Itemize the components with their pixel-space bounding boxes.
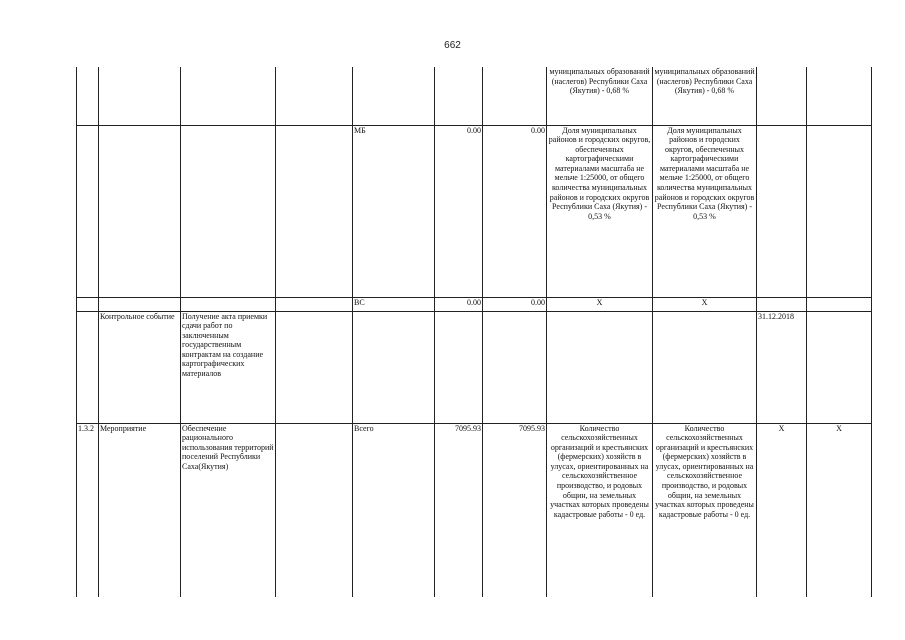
cell-num	[77, 297, 99, 311]
cell-value-1: 0.00	[435, 297, 483, 311]
cell-executor	[276, 297, 353, 311]
cell-date: Х	[757, 423, 807, 597]
cell-target-b: Количество сельскохозяйственных организаций и крестьянских (фермерских) хозяйств в улусах, ориентированных на сельскохозяйственное производство, и родовых общин, на земельных участках которых проведены кадастровые работы - 0 ед.	[653, 423, 757, 597]
cell-num	[77, 311, 99, 423]
cell-target-a	[547, 311, 653, 423]
program-table	[76, 67, 872, 597]
cell-last	[807, 297, 872, 311]
cell-type	[99, 67, 181, 125]
cell-type	[99, 297, 181, 311]
cell-target-b: муниципальных образований (наслегов) Республики Саха (Якутия) - 0,68 %	[653, 67, 757, 125]
table-row	[77, 423, 872, 597]
cell-value-1: 0.00	[435, 125, 483, 297]
cell-target-a: Х	[547, 297, 653, 311]
cell-value-1	[435, 311, 483, 423]
cell-value-2: 7095.93	[483, 423, 547, 597]
cell-value-1: 7095.93	[435, 423, 483, 597]
cell-source: ВС	[353, 297, 435, 311]
page-number: 662	[444, 40, 461, 51]
cell-last: Х	[807, 423, 872, 597]
table-row	[77, 125, 872, 297]
cell-target-b: Х	[653, 297, 757, 311]
cell-value-2: 0.00	[483, 297, 547, 311]
cell-executor	[276, 67, 353, 125]
cell-name	[181, 125, 276, 297]
cell-target-b	[653, 311, 757, 423]
cell-source	[353, 67, 435, 125]
cell-source: МБ	[353, 125, 435, 297]
cell-name: Получение акта приемки сдачи работ по заключенным государственным контрактам на создание картографических материалов	[181, 311, 276, 423]
cell-date: 31.12.2018	[757, 311, 807, 423]
cell-num	[77, 67, 99, 125]
cell-type: Контрольное событие	[99, 311, 181, 423]
cell-date	[757, 125, 807, 297]
cell-name	[181, 297, 276, 311]
table-row	[77, 67, 872, 125]
table-row	[77, 311, 872, 423]
cell-last	[807, 311, 872, 423]
cell-value-2: 0.00	[483, 125, 547, 297]
table-row	[77, 297, 872, 311]
cell-target-a: муниципальных образований (наслегов) Республики Саха (Якутия) - 0,68 %	[547, 67, 653, 125]
cell-executor	[276, 125, 353, 297]
cell-executor	[276, 423, 353, 597]
cell-date	[757, 67, 807, 125]
cell-num: 1.3.2	[77, 423, 99, 597]
cell-value-1	[435, 67, 483, 125]
cell-value-2	[483, 311, 547, 423]
cell-type: Мероприятие	[99, 423, 181, 597]
cell-num	[77, 125, 99, 297]
cell-target-b: Доля муниципальных районов и городских округов, обеспеченных картографическими материалами масштаба не мельче 1:25000, от общего количества муниципальных районов и городских округов Республики Саха (Якутия) - 0,53 %	[653, 125, 757, 297]
cell-last	[807, 125, 872, 297]
cell-date	[757, 297, 807, 311]
cell-name	[181, 67, 276, 125]
cell-name: Обеспечение рационального использования территорий поселений Республики Саха(Якутия)	[181, 423, 276, 597]
cell-target-a: Доля муниципальных районов и городских округов, обеспеченных картографическими материалами масштаба не мельче 1:25000, от общего количества муниципальных районов и городских округов Республики Саха (Якутия) - 0,53 %	[547, 125, 653, 297]
cell-last	[807, 67, 872, 125]
cell-target-a: Количество сельскохозяйственных организаций и крестьянских (фермерских) хозяйств в улусах, ориентированных на сельскохозяйственное производство, и родовых общин, на земельных участках которых проведены кадастровые работы - 0 ед.	[547, 423, 653, 597]
cell-executor	[276, 311, 353, 423]
cell-value-2	[483, 67, 547, 125]
cell-source: Всего	[353, 423, 435, 597]
cell-type	[99, 125, 181, 297]
cell-source	[353, 311, 435, 423]
